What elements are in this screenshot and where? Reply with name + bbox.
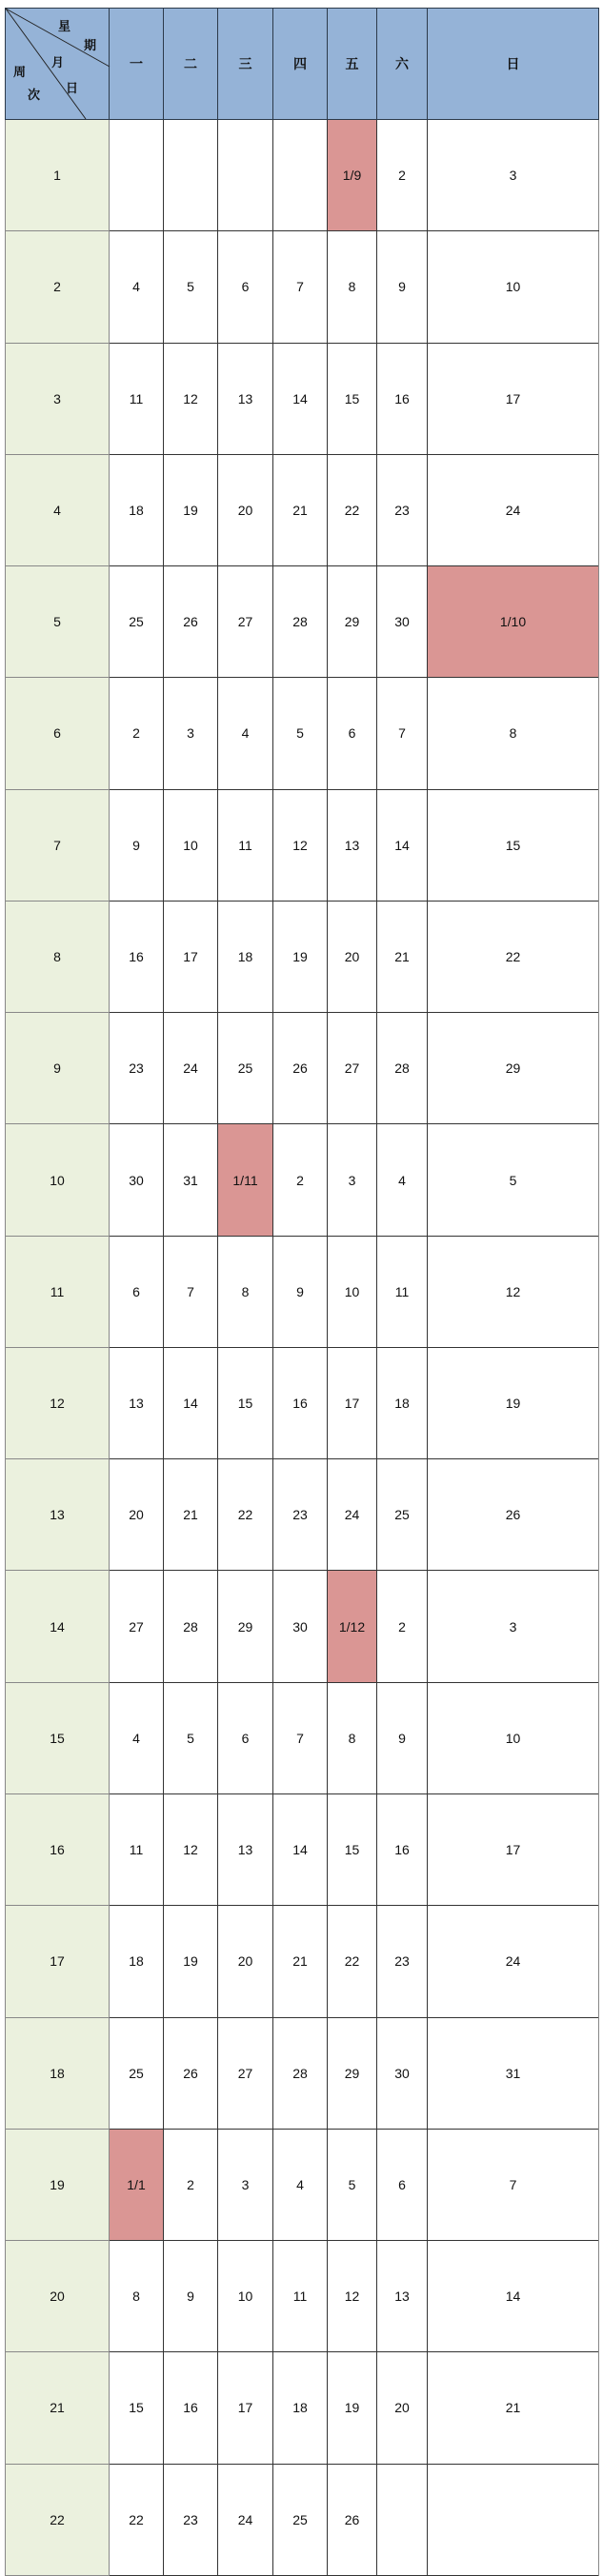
date-cell: 3 bbox=[428, 1571, 599, 1682]
date-cell: 18 bbox=[273, 2352, 328, 2464]
header-day-mon: 一 bbox=[110, 9, 164, 120]
week-number: 16 bbox=[6, 1793, 110, 1905]
week-row bbox=[6, 2241, 599, 2352]
date-cell: 17 bbox=[218, 2352, 273, 2464]
date-cell: 31 bbox=[164, 1124, 218, 1236]
week-row bbox=[6, 343, 599, 454]
date-cell: 12 bbox=[273, 789, 328, 901]
week-row bbox=[6, 1793, 599, 1905]
date-cell: 28 bbox=[273, 566, 328, 678]
date-cell: 26 bbox=[328, 2464, 377, 2575]
date-cell: 26 bbox=[273, 1013, 328, 1124]
date-cell: 16 bbox=[110, 901, 164, 1012]
date-cell bbox=[273, 120, 328, 231]
date-cell: 11 bbox=[377, 1236, 428, 1347]
date-cell: 26 bbox=[164, 2017, 218, 2129]
week-number: 4 bbox=[6, 454, 110, 565]
date-cell: 10 bbox=[164, 789, 218, 901]
date-cell: 4 bbox=[377, 1124, 428, 1236]
week-number: 2 bbox=[6, 231, 110, 343]
week-number: 6 bbox=[6, 678, 110, 789]
header-day-tue: 二 bbox=[164, 9, 218, 120]
date-cell: 16 bbox=[164, 2352, 218, 2464]
week-row bbox=[6, 2129, 599, 2240]
date-cell: 14 bbox=[377, 789, 428, 901]
date-cell: 13 bbox=[377, 2241, 428, 2352]
corner-label-period: 期 bbox=[84, 38, 97, 52]
date-cell: 30 bbox=[273, 1571, 328, 1682]
date-cell: 12 bbox=[164, 1793, 218, 1905]
date-cell: 4 bbox=[110, 1682, 164, 1793]
date-cell: 27 bbox=[218, 566, 273, 678]
date-cell: 2 bbox=[110, 678, 164, 789]
date-cell: 18 bbox=[110, 1906, 164, 2017]
date-cell: 16 bbox=[377, 343, 428, 454]
date-cell: 19 bbox=[164, 454, 218, 565]
date-cell: 7 bbox=[428, 2129, 599, 2240]
week-row bbox=[6, 454, 599, 565]
date-cell: 8 bbox=[328, 1682, 377, 1793]
date-cell: 2 bbox=[377, 1571, 428, 1682]
week-number: 12 bbox=[6, 1347, 110, 1458]
date-cell: 7 bbox=[273, 231, 328, 343]
corner-label-zhou: 周 bbox=[13, 65, 27, 79]
date-cell: 23 bbox=[273, 1459, 328, 1571]
week-number: 3 bbox=[6, 343, 110, 454]
corner-label-day: 日 bbox=[66, 81, 79, 95]
week-number: 5 bbox=[6, 566, 110, 678]
date-cell: 4 bbox=[218, 678, 273, 789]
date-cell: 3 bbox=[328, 1124, 377, 1236]
date-cell: 24 bbox=[428, 1906, 599, 2017]
date-cell: 6 bbox=[377, 2129, 428, 2240]
week-row bbox=[6, 231, 599, 343]
week-number: 10 bbox=[6, 1124, 110, 1236]
date-cell: 22 bbox=[218, 1459, 273, 1571]
date-cell: 9 bbox=[377, 1682, 428, 1793]
date-cell: 3 bbox=[164, 678, 218, 789]
date-cell: 2 bbox=[273, 1124, 328, 1236]
week-number: 18 bbox=[6, 2017, 110, 2129]
date-cell: 12 bbox=[164, 343, 218, 454]
week-row bbox=[6, 2352, 599, 2464]
date-cell: 21 bbox=[377, 901, 428, 1012]
calendar-body bbox=[6, 120, 599, 2576]
week-row bbox=[6, 1013, 599, 1124]
date-cell: 6 bbox=[328, 678, 377, 789]
date-cell: 5 bbox=[273, 678, 328, 789]
date-cell: 12 bbox=[428, 1236, 599, 1347]
corner-label-ci: 次 bbox=[28, 88, 41, 102]
date-cell: 23 bbox=[110, 1013, 164, 1124]
date-cell: 17 bbox=[164, 901, 218, 1012]
week-row bbox=[6, 2464, 599, 2575]
date-cell: 21 bbox=[164, 1459, 218, 1571]
date-cell: 20 bbox=[218, 1906, 273, 2017]
corner-label-star: 星 bbox=[58, 19, 71, 33]
date-cell: 29 bbox=[428, 1013, 599, 1124]
date-cell: 19 bbox=[428, 1347, 599, 1458]
date-cell: 16 bbox=[273, 1347, 328, 1458]
week-number: 14 bbox=[6, 1571, 110, 1682]
date-cell: 30 bbox=[377, 566, 428, 678]
week-row bbox=[6, 1682, 599, 1793]
date-cell: 14 bbox=[273, 1793, 328, 1905]
date-cell: 5 bbox=[164, 231, 218, 343]
date-cell: 10 bbox=[328, 1236, 377, 1347]
date-cell: 15 bbox=[428, 789, 599, 901]
date-cell bbox=[377, 2464, 428, 2575]
date-cell: 17 bbox=[428, 1793, 599, 1905]
date-cell: 24 bbox=[328, 1459, 377, 1571]
date-cell: 11 bbox=[110, 343, 164, 454]
date-cell: 5 bbox=[428, 1124, 599, 1236]
date-cell: 2 bbox=[377, 120, 428, 231]
date-cell: 27 bbox=[218, 2017, 273, 2129]
week-number: 13 bbox=[6, 1459, 110, 1571]
date-cell: 11 bbox=[273, 2241, 328, 2352]
date-cell: 9 bbox=[273, 1236, 328, 1347]
date-cell: 13 bbox=[110, 1347, 164, 1458]
header-day-fri: 五 bbox=[328, 9, 377, 120]
header-row bbox=[6, 9, 599, 120]
date-cell: 30 bbox=[110, 1124, 164, 1236]
date-cell: 28 bbox=[164, 1571, 218, 1682]
header-day-thu: 四 bbox=[273, 9, 328, 120]
week-row bbox=[6, 1459, 599, 1571]
date-cell: 18 bbox=[377, 1347, 428, 1458]
date-cell: 11 bbox=[218, 789, 273, 901]
date-cell bbox=[218, 120, 273, 231]
school-calendar-table bbox=[5, 8, 599, 2576]
week-row bbox=[6, 566, 599, 678]
date-cell: 3 bbox=[428, 120, 599, 231]
date-cell: 20 bbox=[328, 901, 377, 1012]
date-cell: 22 bbox=[328, 454, 377, 565]
header-day-sat: 六 bbox=[377, 9, 428, 120]
date-cell: 25 bbox=[377, 1459, 428, 1571]
date-cell: 9 bbox=[377, 231, 428, 343]
date-cell: 22 bbox=[428, 901, 599, 1012]
week-number: 11 bbox=[6, 1236, 110, 1347]
date-cell: 22 bbox=[110, 2464, 164, 2575]
date-cell: 7 bbox=[164, 1236, 218, 1347]
date-cell bbox=[164, 120, 218, 231]
date-cell: 25 bbox=[110, 2017, 164, 2129]
date-cell: 25 bbox=[273, 2464, 328, 2575]
date-cell: 8 bbox=[110, 2241, 164, 2352]
date-cell: 27 bbox=[328, 1013, 377, 1124]
date-cell: 17 bbox=[428, 343, 599, 454]
corner-header-cell bbox=[6, 9, 110, 120]
corner-label-month: 月 bbox=[51, 55, 65, 69]
date-cell: 25 bbox=[110, 566, 164, 678]
date-cell: 11 bbox=[110, 1793, 164, 1905]
week-number: 9 bbox=[6, 1013, 110, 1124]
date-cell: 31 bbox=[428, 2017, 599, 2129]
date-cell: 28 bbox=[377, 1013, 428, 1124]
date-cell: 24 bbox=[164, 1013, 218, 1124]
date-cell: 13 bbox=[218, 1793, 273, 1905]
date-cell: 3 bbox=[218, 2129, 273, 2240]
date-cell: 18 bbox=[110, 454, 164, 565]
header-day-wed: 三 bbox=[218, 9, 273, 120]
date-cell: 6 bbox=[218, 231, 273, 343]
date-cell: 8 bbox=[218, 1236, 273, 1347]
week-number: 19 bbox=[6, 2129, 110, 2240]
date-cell bbox=[428, 2464, 599, 2575]
date-cell: 22 bbox=[328, 1906, 377, 2017]
week-row bbox=[6, 678, 599, 789]
week-row bbox=[6, 901, 599, 1012]
month-start-date-cell: 1/10 bbox=[428, 566, 599, 678]
date-cell: 21 bbox=[273, 454, 328, 565]
date-cell: 9 bbox=[110, 789, 164, 901]
date-cell: 28 bbox=[273, 2017, 328, 2129]
date-cell: 15 bbox=[110, 2352, 164, 2464]
month-start-date-cell: 1/1 bbox=[110, 2129, 164, 2240]
date-cell: 16 bbox=[377, 1793, 428, 1905]
date-cell: 19 bbox=[273, 901, 328, 1012]
week-number: 17 bbox=[6, 1906, 110, 2017]
date-cell: 4 bbox=[110, 231, 164, 343]
date-cell: 8 bbox=[428, 678, 599, 789]
week-row bbox=[6, 1124, 599, 1236]
date-cell: 30 bbox=[377, 2017, 428, 2129]
date-cell: 19 bbox=[164, 1906, 218, 2017]
date-cell: 2 bbox=[164, 2129, 218, 2240]
date-cell: 23 bbox=[164, 2464, 218, 2575]
month-start-date-cell: 1/12 bbox=[328, 1571, 377, 1682]
date-cell: 26 bbox=[428, 1459, 599, 1571]
date-cell: 10 bbox=[218, 2241, 273, 2352]
date-cell: 12 bbox=[328, 2241, 377, 2352]
date-cell: 20 bbox=[377, 2352, 428, 2464]
date-cell: 24 bbox=[218, 2464, 273, 2575]
date-cell: 25 bbox=[218, 1013, 273, 1124]
week-number: 22 bbox=[6, 2464, 110, 2575]
header-day-sun: 日 bbox=[428, 9, 599, 120]
date-cell: 29 bbox=[328, 566, 377, 678]
date-cell: 9 bbox=[164, 2241, 218, 2352]
date-cell: 26 bbox=[164, 566, 218, 678]
month-start-date-cell: 1/11 bbox=[218, 1124, 273, 1236]
date-cell: 20 bbox=[110, 1459, 164, 1571]
week-row bbox=[6, 1236, 599, 1347]
date-cell: 14 bbox=[164, 1347, 218, 1458]
date-cell: 7 bbox=[273, 1682, 328, 1793]
week-number: 8 bbox=[6, 901, 110, 1012]
week-row bbox=[6, 1347, 599, 1458]
date-cell: 7 bbox=[377, 678, 428, 789]
date-cell: 13 bbox=[218, 343, 273, 454]
week-row bbox=[6, 789, 599, 901]
date-cell: 14 bbox=[273, 343, 328, 454]
week-row bbox=[6, 1571, 599, 1682]
date-cell: 4 bbox=[273, 2129, 328, 2240]
date-cell: 15 bbox=[218, 1347, 273, 1458]
date-cell: 29 bbox=[328, 2017, 377, 2129]
week-number: 15 bbox=[6, 1682, 110, 1793]
date-cell: 29 bbox=[218, 1571, 273, 1682]
date-cell: 24 bbox=[428, 454, 599, 565]
date-cell: 27 bbox=[110, 1571, 164, 1682]
date-cell: 15 bbox=[328, 1793, 377, 1905]
week-row bbox=[6, 2017, 599, 2129]
week-number: 21 bbox=[6, 2352, 110, 2464]
date-cell: 5 bbox=[164, 1682, 218, 1793]
date-cell: 6 bbox=[218, 1682, 273, 1793]
date-cell: 17 bbox=[328, 1347, 377, 1458]
date-cell: 13 bbox=[328, 789, 377, 901]
date-cell: 21 bbox=[428, 2352, 599, 2464]
date-cell: 23 bbox=[377, 1906, 428, 2017]
week-number: 1 bbox=[6, 120, 110, 231]
date-cell bbox=[110, 120, 164, 231]
week-number: 7 bbox=[6, 789, 110, 901]
date-cell: 5 bbox=[328, 2129, 377, 2240]
week-row bbox=[6, 1906, 599, 2017]
date-cell: 15 bbox=[328, 343, 377, 454]
date-cell: 23 bbox=[377, 454, 428, 565]
date-cell: 20 bbox=[218, 454, 273, 565]
date-cell: 21 bbox=[273, 1906, 328, 2017]
week-number: 20 bbox=[6, 2241, 110, 2352]
date-cell: 18 bbox=[218, 901, 273, 1012]
date-cell: 10 bbox=[428, 231, 599, 343]
date-cell: 10 bbox=[428, 1682, 599, 1793]
week-row bbox=[6, 120, 599, 231]
date-cell: 14 bbox=[428, 2241, 599, 2352]
date-cell: 19 bbox=[328, 2352, 377, 2464]
date-cell: 8 bbox=[328, 231, 377, 343]
date-cell: 6 bbox=[110, 1236, 164, 1347]
month-start-date-cell: 1/9 bbox=[328, 120, 377, 231]
